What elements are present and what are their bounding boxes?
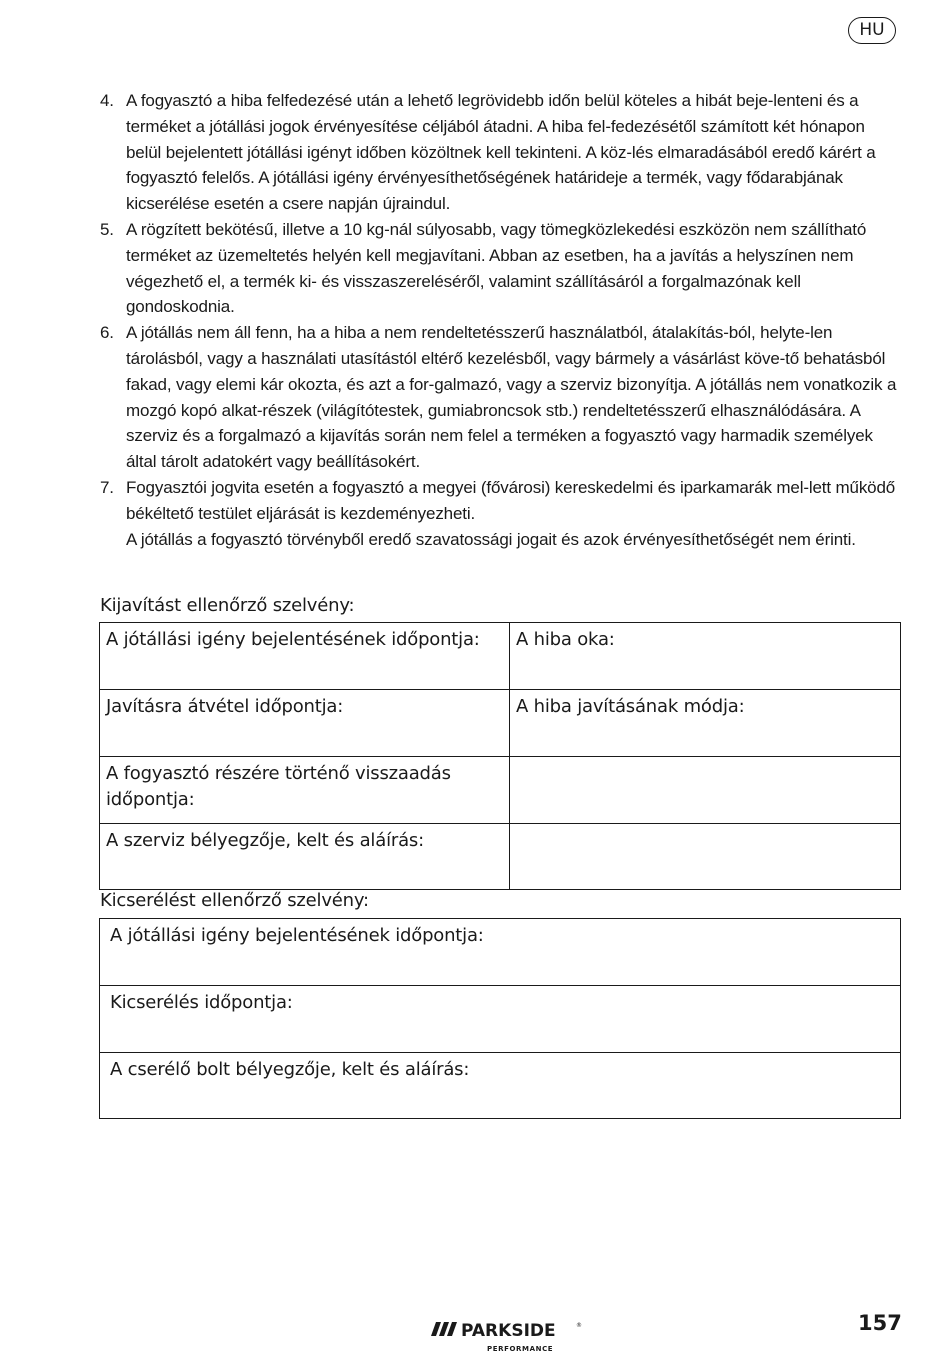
item-text: A jótállás nem áll fenn, ha a hiba a nem rendeltetésszerű használatból, átalakítás-ból, helyte-len tárolásból, vagy a használati utasítástól eltérő kezelésből, vagy bármely a vásárlást köve-tő behatásból fakad, vagy elemi kár okozta, és azt a for-galmazó, vagy a szerviz bizonyítja. A jótállás nem vonatkozik a mozgó kopó alkat-részek (világítótestek, gumiabroncsok stb.) rendeltetésszerű elhasználódására. A szerviz és a forgalmazó a kijavítás során nem felel a terméken a fogyasztó vagy harmadik személyek által tárolt adatokért vagy beállításokért. — [126, 323, 897, 472]
list-item — [100, 320, 900, 475]
repair-claim-date-cell: A jótállási igény bejelentésének időpontja: — [100, 623, 510, 690]
repair-receipt-date-cell: Javításra átvétel időpontja: — [100, 690, 510, 757]
table-row — [100, 824, 901, 890]
registered-mark-icon: ® — [576, 1322, 582, 1329]
service-stamp-cell: A szerviz bélyegzője, kelt és aláírás: — [100, 824, 510, 890]
item-number: 4. — [100, 91, 114, 110]
repair-form-table — [99, 622, 901, 890]
replacement-date-cell: Kicserélés időpontja: — [100, 986, 901, 1053]
page-number: 157 — [858, 1311, 902, 1335]
table-row — [100, 1053, 901, 1119]
table-row — [100, 623, 901, 690]
item-text: A fogyasztó a hiba felfedezésé után a lehető legrövidebb időn belül köteles a hibát beje-lenteni és a terméket a jótállási jogok érvényesítése céljából átadni. A hiba fel-fedezésétől számított két hónapon belül bejelentett jótállási igényt időben közöltnek kell tekinteni. A köz-lés elmaradásából eredő kárért a fogyasztó felelős. A jótállási igény érvényesíthetőségének határideje a termék, vagy fődarabjának kicserélése esetén a csere napján újraindul. — [126, 91, 876, 214]
item-number: 6. — [100, 323, 114, 343]
logo-brand-text: PARKSIDE — [461, 1321, 556, 1341]
table-row — [100, 919, 901, 986]
list-item — [100, 88, 900, 217]
item-number: 5. — [100, 219, 114, 239]
item-text: A jótállás a fogyasztó törvényből eredő szavatossági jogait és azok érvényesíthetőségét nem érinti. — [126, 529, 856, 549]
return-date-cell: A fogyasztó részére történő visszaadás időpontja: — [100, 757, 510, 824]
store-stamp-cell: A cserélő bolt bélyegzője, kelt és aláírás: — [100, 1053, 901, 1119]
table-row — [100, 690, 901, 757]
list-item — [100, 217, 900, 320]
item-number: 7. — [100, 477, 114, 497]
repair-method-cell: A hiba javításának módja: — [510, 690, 901, 757]
defect-cause-cell: A hiba oka: — [510, 623, 901, 690]
item-text: Fogyasztói jogvita esetén a fogyasztó a megyei (fővárosi) kereskedelmi és iparkamarák mel-lett működő békéltető testület eljárását is kezdeményezheti. — [126, 477, 896, 523]
warranty-terms-list — [100, 88, 900, 552]
slash-stripes-icon — [431, 1322, 457, 1336]
table-row — [100, 757, 901, 824]
empty-cell — [510, 824, 901, 890]
list-item — [100, 475, 900, 552]
repair-form-title: Kijavítást ellenőrző szelvény: — [100, 595, 355, 616]
logo-sub-text: PERFORMANCE — [487, 1345, 554, 1353]
replacement-form-table — [99, 918, 901, 1119]
parkside-logo — [430, 1318, 590, 1354]
empty-cell — [510, 757, 901, 824]
language-badge: HU — [848, 17, 896, 44]
replacement-form-title: Kicserélést ellenőrző szelvény: — [100, 890, 369, 911]
item-text: A rögzített bekötésű, illetve a 10 kg-nál súlyosabb, vagy tömegközlekedési eszközön nem szállítható terméket az üzemeltetés helyén kell megjavítani. Abban az esetben, ha a javítás a helyszínen nem végezhető el, a termék ki- és visszaszereléséről, valamint szállításáról a forgalmazónak kell gondoskodnia. — [126, 219, 867, 317]
replacement-claim-date-cell: A jótállási igény bejelentésének időpontja: — [100, 919, 901, 986]
table-row — [100, 986, 901, 1053]
